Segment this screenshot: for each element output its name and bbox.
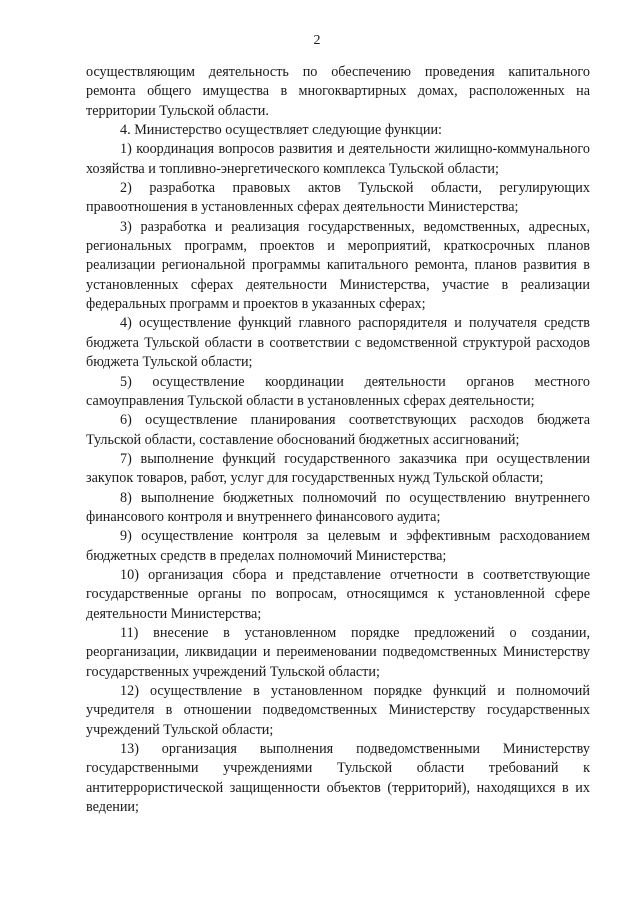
list-item-2: 2) разработка правовых актов Тульской области, регулирующих правоотношения в установленных сферах деятельности Министерства; (86, 180, 590, 216)
list-item-7: 7) выполнение функций государственного заказчика при осуществлении закупок товаров, работ, услуг для государственных нужд Тульской области; (86, 450, 590, 487)
list-item-5: 5) осуществление координации деятельности органов местного самоуправления Тульской области в установленных сферах деятельности; (86, 373, 590, 409)
list-item-11: 11) внесение в установленном порядке предложений о создании, реорганизации, ликвидации и переименовании подведомственных Министерству государственных учреждений Тульской области; (86, 624, 590, 680)
list-item-13: 13) организация выполнения подведомственными Министерству государственными учреждениями Тульской области требований к антитеррористической защищенности объектов (территорий), находящихся в их ведении; (86, 741, 590, 816)
list-item-9: 9) осуществление контроля за целевым и эффективным расходованием бюджетных средств в пределах полномочий Министерства; (86, 528, 590, 564)
paragraph-section-4: 4. Министерство осуществляет следующие функции: (120, 122, 442, 139)
paragraph-continuation: осуществляющим деятельность по обеспечению проведения капитального ремонта общего имущества в многоквартирных домах, расположенных на территории Тульской области. (86, 64, 590, 119)
document-body (86, 63, 590, 817)
list-item-3: 3) разработка и реализация государственных, ведомственных, адресных, региональных программ, проектов и мероприятий, краткосрочных планов реализации региональной программы капитального ремонта, планов развития в установленных сферах деятельности Министерства, участие в реализации федеральных программ и проектов в указанных сферах; (86, 218, 590, 313)
list-item-6: 6) осуществление планирования соответствующих расходов бюджета Тульской области, составление обоснований бюджетных ассигнований; (86, 412, 590, 448)
list-item-4: 4) осуществление функций главного распорядителя и получателя средств бюджета Тульской области в соответствии с ведомственной структурой расходов бюджета Тульской области; (86, 315, 590, 371)
list-item-1: 1) координация вопросов развития и деятельности жилищно-коммунального хозяйства и топливно-энергетического комплекса Тульской области; (86, 141, 590, 177)
list-item-12: 12) осуществление в установленном порядке функций и полномочий учредителя в отношении подведомственных Министерству государственных учреждений Тульской области; (86, 683, 590, 738)
list-item-10: 10) организация сбора и представление отчетности в соответствующие государственные органы по вопросам, относящимся к установленной сфере деятельности Министерства; (86, 566, 590, 622)
page-number: 2 (313, 33, 321, 48)
list-item-8: 8) выполнение бюджетных полномочий по осуществлению внутреннего финансового контроля и внутреннего финансового аудита; (86, 489, 590, 525)
